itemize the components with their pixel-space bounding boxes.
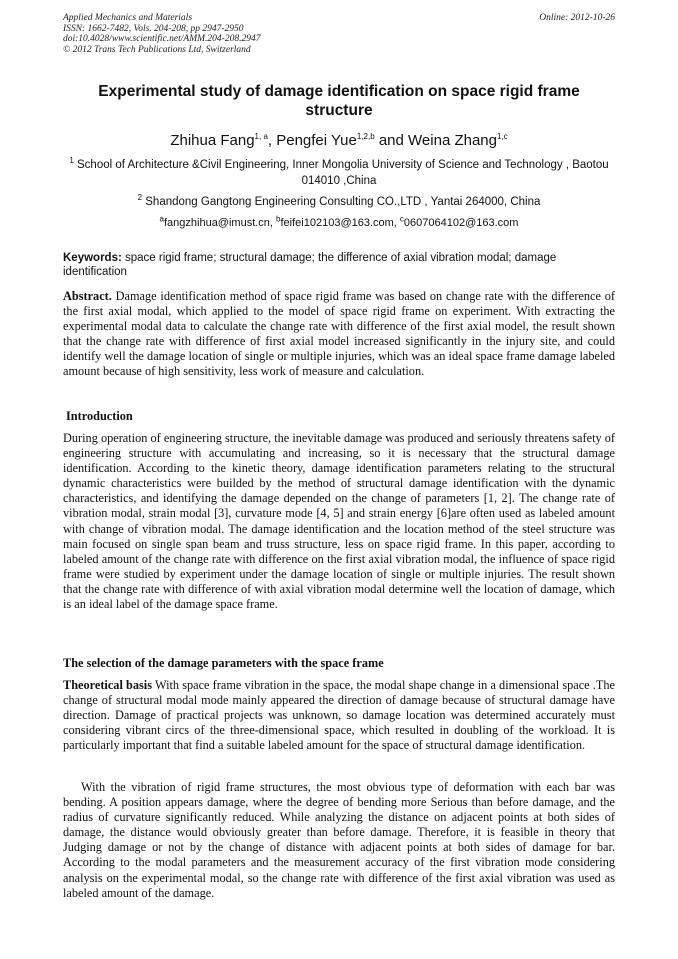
theoretical-basis-text: With space frame vibration in the space, the modal shape change in a dimensional space .The change of structural modal mode mainly appeared the direction of damage because of structural damage have direction. Damage of practical projects was unknown, so damage location was determined accurately must considering vibrant circs of the three-dimensional space, which resulted in doubling of the workload. It is particularly important that find a suitable labeled amount for the space of structural damage identification.	[63, 678, 615, 753]
keywords-label: Keywords:	[63, 252, 122, 264]
affiliation-sup: 2	[137, 193, 143, 203]
keywords-text: space rigid frame; structural damage; the difference of axial vibration modal; damage identification	[63, 252, 557, 278]
email-address: fangzhihua@imust.cn,	[163, 217, 277, 229]
journal-header	[63, 13, 615, 55]
author-list	[63, 132, 615, 149]
affiliation-1	[63, 157, 615, 189]
author-separator: and	[374, 132, 409, 149]
introduction-paragraph: During operation of engineering structure, the inevitable damage was produced and seriously threatens safety of engineering structure with accumulating and increasing, so it is necessary that the structural damage identification. According to the kinetic theory, damage identification parameters relating to the structural dynamic characteristics were builded by the method of structural damage identification with the dynamic characteristics, and identifying the damage depended on the change of parameters [1, 2]. The change rate of vibration modal, strain modal [3], curvature mode [4, 5] and strain energy [6]are often used as labeled amount with change of vibration modal. The damage identification and the location method of the steel structure was main focused on single span beam and truss structure, less on space rigid frame. In this paper, according to labeled amount of the change rate with difference on the first axial vibration modal, the influence of space rigid frame were studied by experiment under the damage location of single or multiple injuries. The result shown that the change rate with difference of with axial vibration modal determine well the location of damage, which is an ideal label of the damage space frame.	[63, 431, 615, 612]
author-name: Zhihua Fang	[170, 132, 255, 149]
theoretical-basis-paragraph	[63, 678, 615, 753]
email-address: 0607064102@163.com	[403, 217, 519, 229]
email-address: feifei102103@163.com,	[280, 217, 400, 229]
author-name: Weina Zhang	[408, 132, 497, 149]
copyright-line: © 2012 Trans Tech Publications Ltd, Switzerland	[63, 44, 251, 55]
keywords	[63, 251, 615, 279]
email-line	[63, 215, 615, 231]
author-affil-sup: 1,2,b	[356, 132, 375, 141]
journal-name: Applied Mechanics and Materials	[63, 13, 193, 23]
selection-heading: The selection of the damage parameters with the space frame	[63, 656, 384, 670]
email-sup: c	[399, 214, 404, 224]
affiliation-text: School of Architecture &Civil Engineering, Inner Mongolia University of Science and Technology , Baotou 014010 ,China	[77, 159, 609, 187]
vibration-paragraph: With the vibration of rigid frame structures, the most obvious type of deformation with each bar was bending. A position appears damage, where the degree of bending more Serious than before damage, and the radius of curvature significantly reduced. While analyzing the distance on adjacent points at both sides of damage, the distance would obviously greater than before damage. Therefore, it is feasible in theory that Judging damage or not by the change of distance with adjacent points at both sides of damage for bar. According to the modal parameters and the measurement accuracy of the first vibration mode considering analysis on the experimental modal, so the change rate with difference of the first axial vibration was used as labeled amount of the damage.	[63, 780, 615, 900]
paper-title: Experimental study of damage identification on space rigid frame structure	[98, 83, 580, 119]
introduction-heading: Introduction	[66, 409, 133, 423]
affiliation-sup: 1	[69, 156, 74, 166]
author-affil-sup: 1,c	[497, 132, 508, 141]
affiliation-text: Shandong Gangtong Engineering Consulting CO.,LTD , Yantai 264000, China	[145, 196, 541, 208]
email-sup: a	[159, 214, 164, 224]
author-separator: ,	[267, 132, 277, 149]
author-affil-sup: 1, a	[254, 132, 268, 141]
abstract	[63, 289, 615, 380]
affiliation-2	[63, 194, 615, 210]
theoretical-basis-label: Theoretical basis	[63, 678, 153, 692]
online-date: Online: 2012-10-26	[539, 13, 615, 23]
author-name: Pengfei Yue	[276, 132, 357, 149]
issn-line: ISSN: 1662-7482, Vols. 204-208, pp 2947-2950	[63, 23, 244, 34]
doi-line: doi:10.4028/www.scientific.net/AMM.204-208.2947	[63, 34, 261, 44]
abstract-label: Abstract.	[63, 289, 112, 303]
abstract-text: Damage identification method of space rigid frame was based on change rate with the difference of the first axial modal, which applied to the model of space rigid frame on experiment. With extracting the experimental modal data to calculate the change rate with difference of the first axial model, the result shown that the change rate with difference of first axial model increased significantly in the injury site, and could identify well the damage location of single or multiple injuries, which was an ideal space frame damage labeled amount because of high sensitivity, less work of measure and calculation.	[63, 289, 615, 379]
email-sup: b	[276, 214, 281, 224]
